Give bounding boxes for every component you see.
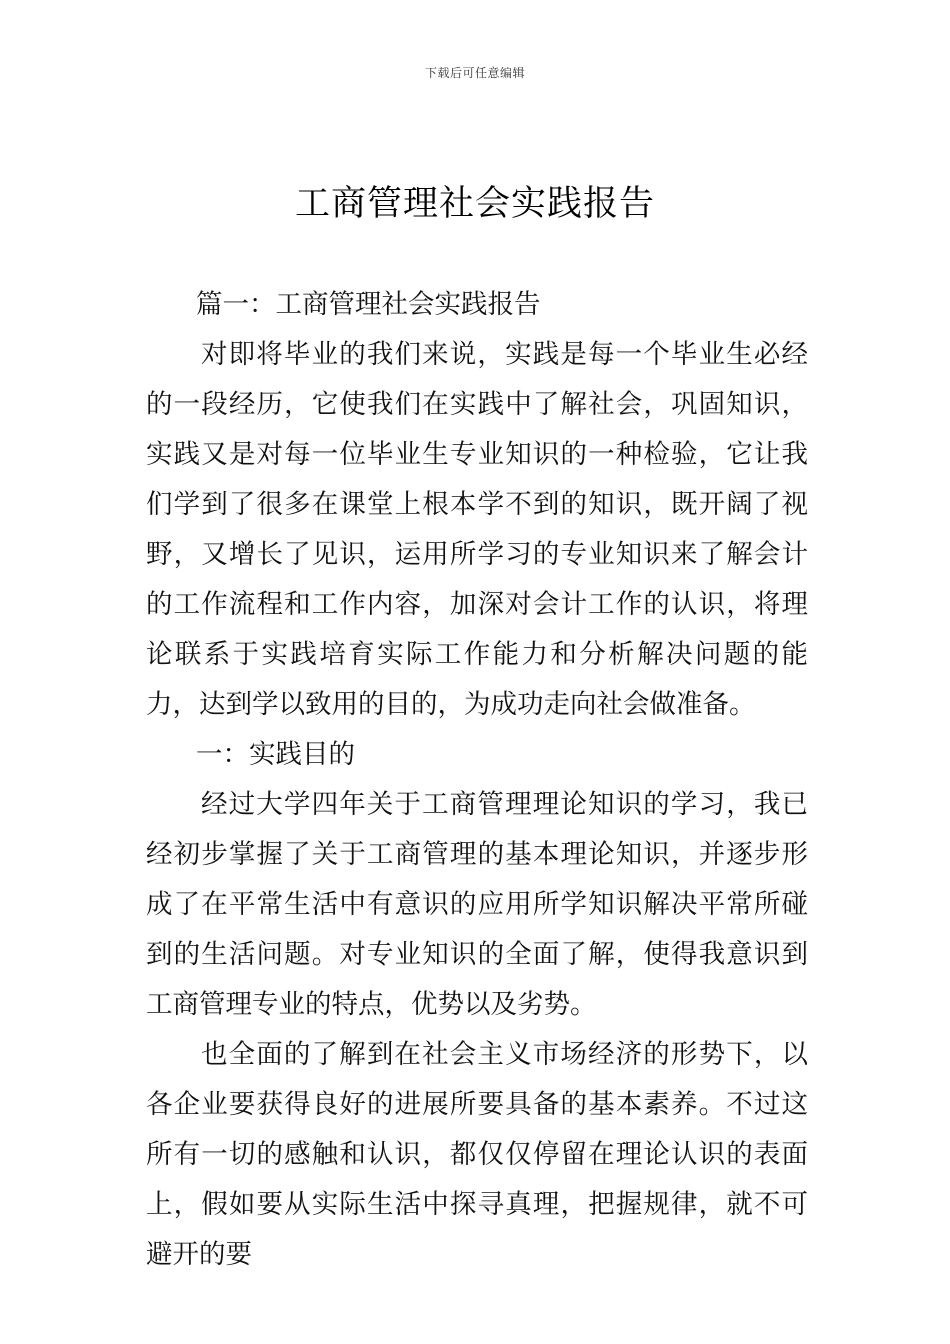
paragraph-3: 也全面的了解到在社会主义市场经济的形势下，以各企业要获得良好的进展所要具备的基本素养。不过这所有一切的感触和认识，都仅仅停留在理论认识的表面上，假如要从实际生活中探寻真理，把握规律，就不可避开的要 xyxy=(146,1039,808,1270)
header-note: 下载后可任意编辑 xyxy=(424,66,525,80)
document-title: 工商管理社会实践报告 xyxy=(294,184,655,224)
intro-paragraph: 对即将毕业的我们来说，实践是每一个毕业生必经的一段经历，它使我们在实践中了解社会，巩固知识，实践又是对每一位毕业生专业知识的一种检验，它让我们学到了很多在课堂上根本学不到的知识，既开阔了视野，又增长了见识，运用所学习的专业知识来了解会计的工作流程和工作内容，加深对会计工作的认识，将理论联系于实践培育实际工作能力和分析解决问题的能力，达到学以致用的目的，为成功走向社会做准备。 xyxy=(146,339,808,720)
section-heading: 篇一：工商管理社会实践报告 xyxy=(196,289,541,320)
paragraph-2: 经过大学四年关于工商管理理论知识的学习，我已经初步掌握了关于工商管理的基本理论知识，并逐步形成了在平常生活中有意识的应用所学知识解决平常所碰到的生活问题。对专业知识的全面了解，使得我意识到工商管理专业的特点，优势以及劣势。 xyxy=(146,789,808,1020)
subheading-practice-purpose: 一：实践目的 xyxy=(196,739,355,770)
document-body xyxy=(146,280,808,1280)
